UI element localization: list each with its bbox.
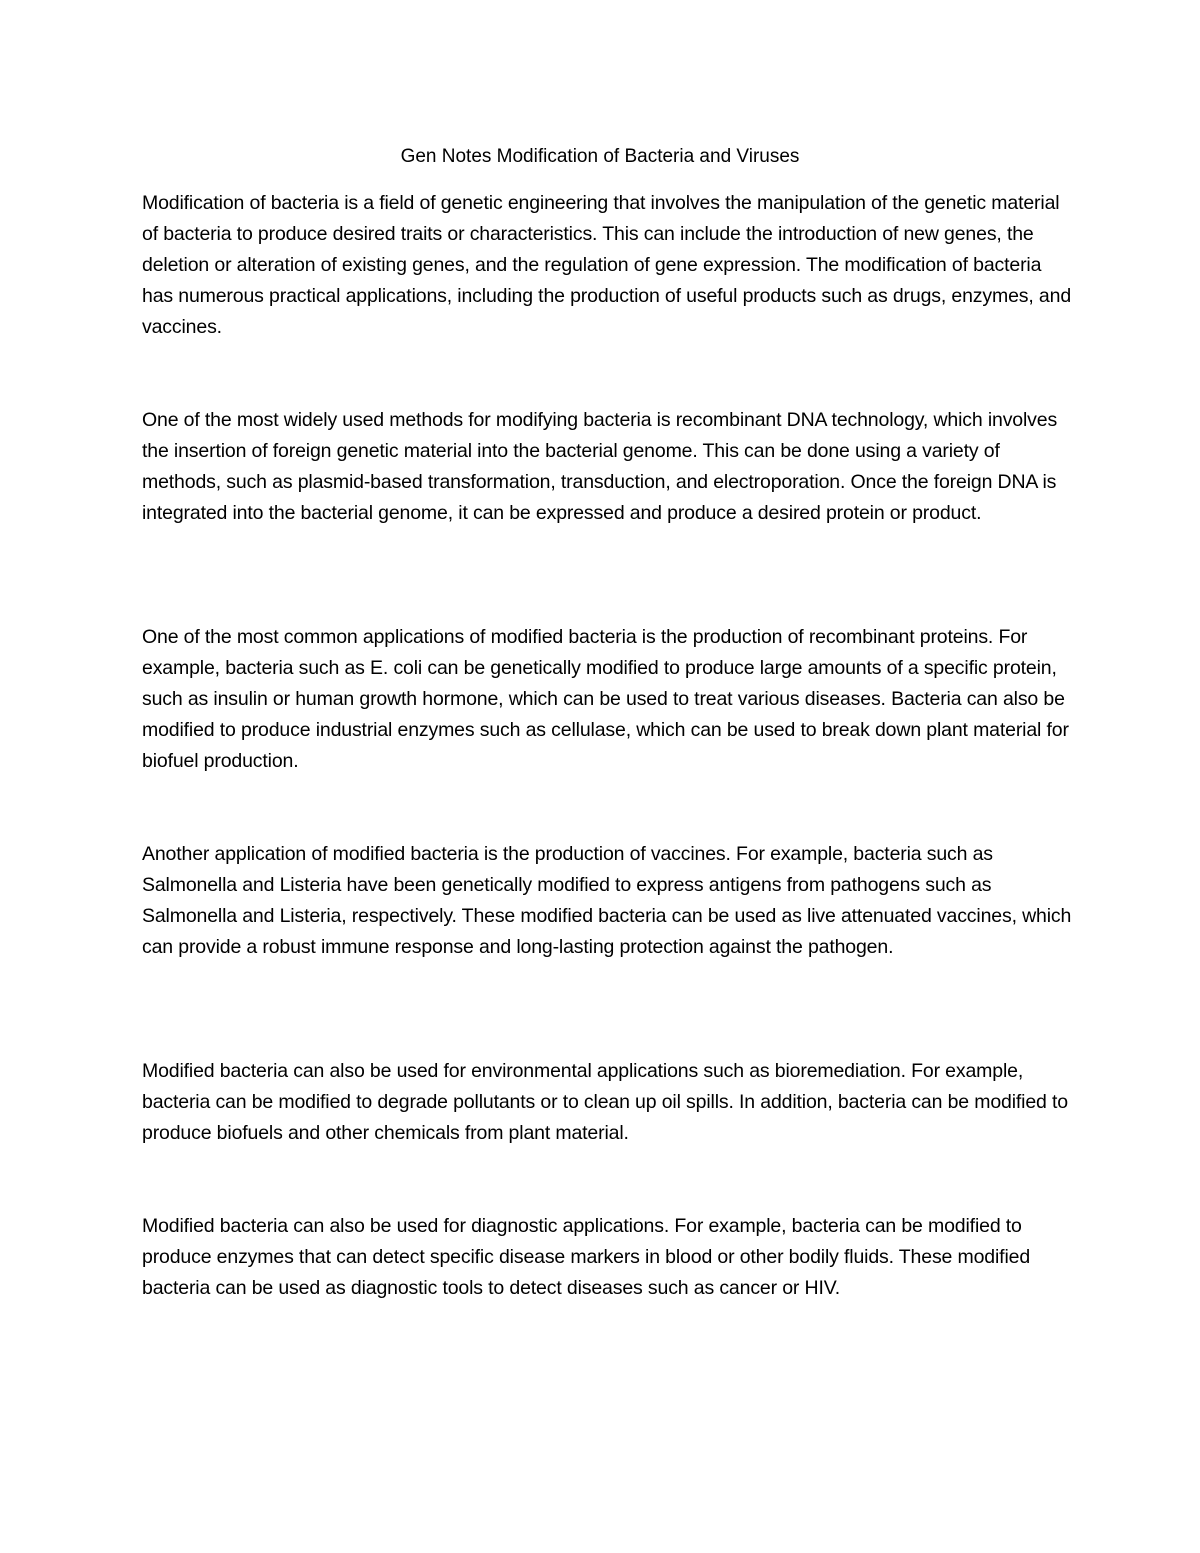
paragraph-vaccines: Another application of modified bacteria is the production of vaccines. For example, bacteria such as Salmonella and Listeria have been genetically modified to express antigens from pathogens such as Salmonella and Listeria, respectively. These modified bacteria can be used as live attenuated vaccines, which can provide a robust immune response and long-lasting protection against the pathogen. [142,843,1072,958]
paragraph-recombinant-dna: One of the most widely used methods for modifying bacteria is recombinant DNA technology, which involves the insertion of foreign genetic material into the bacterial genome. This can be done using a variety of methods, such as plasmid-based transformation, transduction, and electroporation. Once the foreign DNA is integrated into the bacterial genome, it can be expressed and produce a desired protein or product. [142,409,1058,524]
paragraph-environmental-applications: Modified bacteria can also be used for environmental applications such as bioremediation. For example, bacteria can be modified to degrade pollutants or to clean up oil spills. In addition, bacteria can be modified to produce biofuels and other chemicals from plant material. [142,1060,1068,1144]
paragraph-bacteria-modification-intro: Modification of bacteria is a field of genetic engineering that involves the manipulation of the genetic material of bacteria to produce desired traits or characteristics. This can include the introduction of new genes, the deletion or alteration of existing genes, and the regulation of gene expression. The modification of bacteria has numerous practical applications, including the production of useful products such as drugs, enzymes, and vaccines. [142,192,1072,338]
paragraph-diagnostic-applications: Modified bacteria can also be used for diagnostic applications. For example, bacteria can be modified to produce enzymes that can detect specific disease markers in blood or other bodily fluids. These modified bacteria can be used as diagnostic tools to detect diseases such as cancer or HIV. [142,1215,1031,1299]
paragraph-recombinant-proteins: One of the most common applications of modified bacteria is the production of recombinant proteins. For example, bacteria such as E. coli can be genetically modified to produce large amounts of a specific protein, such as insulin or human growth hormone, which can be used to treat various diseases. Bacteria can also be modified to produce industrial enzymes such as cellulase, which can be used to break down plant material for biofuel production. [142,626,1069,772]
document-title: Gen Notes Modification of Bacteria and Viruses [400,146,800,167]
